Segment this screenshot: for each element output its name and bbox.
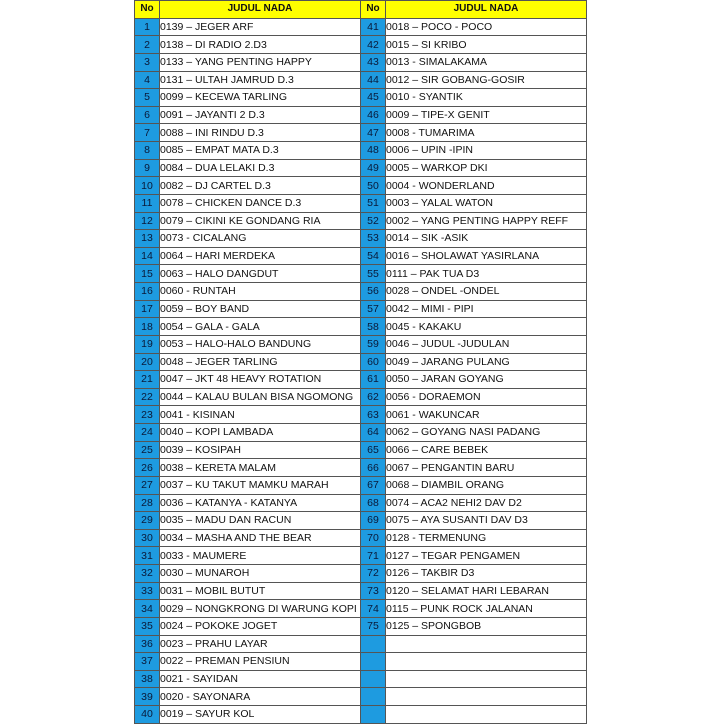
song-number-right: 75 [361, 617, 386, 635]
song-number-right: 61 [361, 371, 386, 389]
table-row [135, 89, 587, 107]
song-title-right [386, 653, 587, 671]
table-row [135, 159, 587, 177]
table-row [135, 547, 587, 565]
song-title-right: 0005 – WARKOP DKI [386, 159, 587, 177]
song-number-left: 36 [135, 635, 160, 653]
song-number-left: 4 [135, 71, 160, 89]
song-title-left: 0047 – JKT 48 HEAVY ROTATION [160, 371, 361, 389]
song-number-right: 53 [361, 230, 386, 248]
song-number-right: 52 [361, 212, 386, 230]
song-title-left: 0133 – YANG PENTING HAPPY [160, 53, 361, 71]
song-number-left: 7 [135, 124, 160, 142]
song-title-right: 0016 – SHOLAWAT YASIRLANA [386, 247, 587, 265]
table-row [135, 230, 587, 248]
song-number-left: 12 [135, 212, 160, 230]
table-row [135, 600, 587, 618]
song-title-left: 0024 – POKOKE JOGET [160, 617, 361, 635]
song-title-left: 0084 – DUA LELAKI D.3 [160, 159, 361, 177]
header-title-left: JUDUL NADA [160, 1, 361, 19]
song-number-right: 62 [361, 388, 386, 406]
song-title-left: 0041 - KISINAN [160, 406, 361, 424]
song-number-left: 8 [135, 142, 160, 160]
table-row [135, 494, 587, 512]
song-number-left: 21 [135, 371, 160, 389]
song-title-right: 0018 – POCO - POCO [386, 18, 587, 36]
song-number-right: 73 [361, 582, 386, 600]
song-title-right: 0046 – JUDUL -JUDULAN [386, 335, 587, 353]
song-number-left: 31 [135, 547, 160, 565]
header-title-right: JUDUL NADA [386, 1, 587, 19]
song-title-right [386, 706, 587, 724]
song-number-left: 17 [135, 300, 160, 318]
song-title-left: 0091 – JAYANTI 2 D.3 [160, 106, 361, 124]
song-title-right [386, 670, 587, 688]
song-title-right: 0061 - WAKUNCAR [386, 406, 587, 424]
table-row [135, 529, 587, 547]
song-number-left: 15 [135, 265, 160, 283]
song-title-left: 0034 – MASHA AND THE BEAR [160, 529, 361, 547]
table-row [135, 318, 587, 336]
song-number-right: 54 [361, 247, 386, 265]
song-title-left: 0138 – DI RADIO 2.D3 [160, 36, 361, 54]
song-number-left: 6 [135, 106, 160, 124]
song-title-left: 0079 – CIKINI KE GONDANG RIA [160, 212, 361, 230]
song-title-right: 0075 – AYA SUSANTI DAV D3 [386, 512, 587, 530]
song-number-left: 22 [135, 388, 160, 406]
song-title-left: 0064 – HARI MERDEKA [160, 247, 361, 265]
song-number-left: 30 [135, 529, 160, 547]
song-number-right: 45 [361, 89, 386, 107]
song-title-right: 0115 – PUNK ROCK JALANAN [386, 600, 587, 618]
song-number-right: 51 [361, 194, 386, 212]
song-title-right [386, 688, 587, 706]
table-row [135, 371, 587, 389]
table-row [135, 353, 587, 371]
song-title-left: 0139 – JEGER ARF [160, 18, 361, 36]
table-row [135, 335, 587, 353]
song-title-left: 0088 – INI RINDU D.3 [160, 124, 361, 142]
song-number-left: 11 [135, 194, 160, 212]
song-title-right: 0042 – MIMI - PIPI [386, 300, 587, 318]
song-title-left: 0023 – PRAHU LAYAR [160, 635, 361, 653]
song-number-left: 18 [135, 318, 160, 336]
table-row [135, 247, 587, 265]
song-number-left: 35 [135, 617, 160, 635]
table-row [135, 71, 587, 89]
song-number-left: 34 [135, 600, 160, 618]
song-number-right: 48 [361, 142, 386, 160]
song-title-left: 0038 – KERETA MALAM [160, 459, 361, 477]
song-title-right: 0128 - TERMENUNG [386, 529, 587, 547]
table-row [135, 388, 587, 406]
song-title-right: 0056 - DORAEMON [386, 388, 587, 406]
song-title-left: 0063 – HALO DANGDUT [160, 265, 361, 283]
song-number-left: 28 [135, 494, 160, 512]
song-number-right: 41 [361, 18, 386, 36]
song-title-left: 0036 – KATANYA - KATANYA [160, 494, 361, 512]
table-row [135, 18, 587, 36]
song-number-left: 24 [135, 424, 160, 442]
table-row [135, 441, 587, 459]
table-row [135, 194, 587, 212]
song-title-right: 0068 – DIAMBIL ORANG [386, 476, 587, 494]
song-title-left: 0022 – PREMAN PENSIUN [160, 653, 361, 671]
song-number-right: 55 [361, 265, 386, 283]
song-title-left: 0078 – CHICKEN DANCE D.3 [160, 194, 361, 212]
song-title-right: 0074 – ACA2 NEHI2 DAV D2 [386, 494, 587, 512]
song-number-right: 58 [361, 318, 386, 336]
song-title-left: 0044 – KALAU BULAN BISA NGOMONG [160, 388, 361, 406]
song-table [134, 0, 587, 724]
header-no-left: No [135, 1, 160, 19]
song-number-right: 49 [361, 159, 386, 177]
table-row [135, 265, 587, 283]
song-number-right: 72 [361, 565, 386, 583]
song-number-left: 38 [135, 670, 160, 688]
song-title-right: 0062 – GOYANG NASI PADANG [386, 424, 587, 442]
song-number-right: 70 [361, 529, 386, 547]
song-title-right: 0120 – SELAMAT HARI LEBARAN [386, 582, 587, 600]
song-number-left: 13 [135, 230, 160, 248]
song-number-right: 46 [361, 106, 386, 124]
table-row [135, 142, 587, 160]
song-number-left: 19 [135, 335, 160, 353]
song-title-left: 0031 – MOBIL BUTUT [160, 582, 361, 600]
table-row [135, 617, 587, 635]
table-row [135, 653, 587, 671]
song-title-right: 0014 – SIK -ASIK [386, 230, 587, 248]
song-number-right: 44 [361, 71, 386, 89]
song-title-left: 0082 – DJ CARTEL D.3 [160, 177, 361, 195]
song-number-left: 37 [135, 653, 160, 671]
song-title-left: 0053 – HALO-HALO BANDUNG [160, 335, 361, 353]
song-title-right: 0066 – CARE BEBEK [386, 441, 587, 459]
song-title-left: 0073 - CICALANG [160, 230, 361, 248]
song-title-right: 0008 - TUMARIMA [386, 124, 587, 142]
song-number-left: 39 [135, 688, 160, 706]
table-row [135, 424, 587, 442]
song-title-right: 0013 - SIMALAKAMA [386, 53, 587, 71]
song-title-left: 0037 – KU TAKUT MAMKU MARAH [160, 476, 361, 494]
song-number-left: 29 [135, 512, 160, 530]
song-number-right: 50 [361, 177, 386, 195]
song-title-left: 0029 – NONGKRONG DI WARUNG KOPI [160, 600, 361, 618]
song-number-left: 23 [135, 406, 160, 424]
song-title-left: 0033 - MAUMERE [160, 547, 361, 565]
song-title-right: 0006 – UPIN -IPIN [386, 142, 587, 160]
song-title-right: 0010 - SYANTIK [386, 89, 587, 107]
song-number-right: 59 [361, 335, 386, 353]
table-row [135, 512, 587, 530]
song-number-right [361, 670, 386, 688]
song-title-right: 0028 – ONDEL -ONDEL [386, 283, 587, 301]
song-number-left: 40 [135, 706, 160, 724]
song-number-right: 63 [361, 406, 386, 424]
song-number-right: 69 [361, 512, 386, 530]
song-title-right: 0002 – YANG PENTING HAPPY REFF [386, 212, 587, 230]
song-number-left: 25 [135, 441, 160, 459]
table-row [135, 36, 587, 54]
song-title-right: 0004 - WONDERLAND [386, 177, 587, 195]
song-number-right: 71 [361, 547, 386, 565]
song-number-right: 64 [361, 424, 386, 442]
song-title-right: 0012 – SIR GOBANG-GOSIR [386, 71, 587, 89]
song-title-right: 0009 – TIPE-X GENIT [386, 106, 587, 124]
song-title-left: 0131 – ULTAH JAMRUD D.3 [160, 71, 361, 89]
table-row [135, 706, 587, 724]
song-title-left: 0035 – MADU DAN RACUN [160, 512, 361, 530]
song-number-right: 43 [361, 53, 386, 71]
song-title-left: 0060 - RUNTAH [160, 283, 361, 301]
song-number-left: 1 [135, 18, 160, 36]
song-number-right [361, 706, 386, 724]
song-number-left: 33 [135, 582, 160, 600]
song-number-right [361, 635, 386, 653]
table-row [135, 688, 587, 706]
table-row [135, 670, 587, 688]
table-row [135, 459, 587, 477]
song-title-right: 0126 – TAKBIR D3 [386, 565, 587, 583]
song-title-right: 0111 – PAK TUA D3 [386, 265, 587, 283]
song-number-right: 65 [361, 441, 386, 459]
song-number-right: 60 [361, 353, 386, 371]
song-title-right: 0050 – JARAN GOYANG [386, 371, 587, 389]
song-number-left: 2 [135, 36, 160, 54]
song-title-left: 0019 – SAYUR KOL [160, 706, 361, 724]
song-list-sheet [134, 0, 586, 722]
song-number-right: 74 [361, 600, 386, 618]
song-title-right [386, 635, 587, 653]
song-number-left: 20 [135, 353, 160, 371]
song-title-right: 0127 – TEGAR PENGAMEN [386, 547, 587, 565]
song-title-left: 0021 - SAYIDAN [160, 670, 361, 688]
song-number-right: 57 [361, 300, 386, 318]
song-title-left: 0085 – EMPAT MATA D.3 [160, 142, 361, 160]
song-number-left: 10 [135, 177, 160, 195]
song-title-left: 0040 – KOPI LAMBADA [160, 424, 361, 442]
song-title-right: 0015 – SI KRIBO [386, 36, 587, 54]
song-title-left: 0099 – KECEWA TARLING [160, 89, 361, 107]
song-number-left: 26 [135, 459, 160, 477]
table-row [135, 300, 587, 318]
song-title-right: 0049 – JARANG PULANG [386, 353, 587, 371]
header-no-right: No [361, 1, 386, 19]
table-row [135, 53, 587, 71]
song-number-right: 66 [361, 459, 386, 477]
table-row [135, 565, 587, 583]
table-row [135, 582, 587, 600]
song-number-left: 27 [135, 476, 160, 494]
table-row [135, 283, 587, 301]
table-row [135, 635, 587, 653]
song-title-left: 0030 – MUNAROH [160, 565, 361, 583]
song-title-left: 0048 – JEGER TARLING [160, 353, 361, 371]
song-title-left: 0039 – KOSIPAH [160, 441, 361, 459]
song-title-right: 0125 – SPONGBOB [386, 617, 587, 635]
song-title-left: 0059 – BOY BAND [160, 300, 361, 318]
song-number-right: 56 [361, 283, 386, 301]
song-number-left: 32 [135, 565, 160, 583]
table-row [135, 406, 587, 424]
song-number-right: 42 [361, 36, 386, 54]
song-rows [135, 18, 587, 723]
table-row [135, 106, 587, 124]
table-row [135, 476, 587, 494]
song-title-right: 0045 - KAKAKU [386, 318, 587, 336]
table-row [135, 124, 587, 142]
song-title-right: 0003 – YALAL WATON [386, 194, 587, 212]
song-number-left: 16 [135, 283, 160, 301]
song-number-right: 47 [361, 124, 386, 142]
table-row [135, 212, 587, 230]
song-number-left: 3 [135, 53, 160, 71]
song-number-right [361, 688, 386, 706]
table-row [135, 177, 587, 195]
song-title-right: 0067 – PENGANTIN BARU [386, 459, 587, 477]
song-number-right: 67 [361, 476, 386, 494]
song-title-left: 0020 - SAYONARA [160, 688, 361, 706]
header-row [135, 1, 587, 19]
song-number-left: 5 [135, 89, 160, 107]
song-number-left: 9 [135, 159, 160, 177]
song-number-right: 68 [361, 494, 386, 512]
song-number-left: 14 [135, 247, 160, 265]
song-number-right [361, 653, 386, 671]
song-title-left: 0054 – GALA - GALA [160, 318, 361, 336]
